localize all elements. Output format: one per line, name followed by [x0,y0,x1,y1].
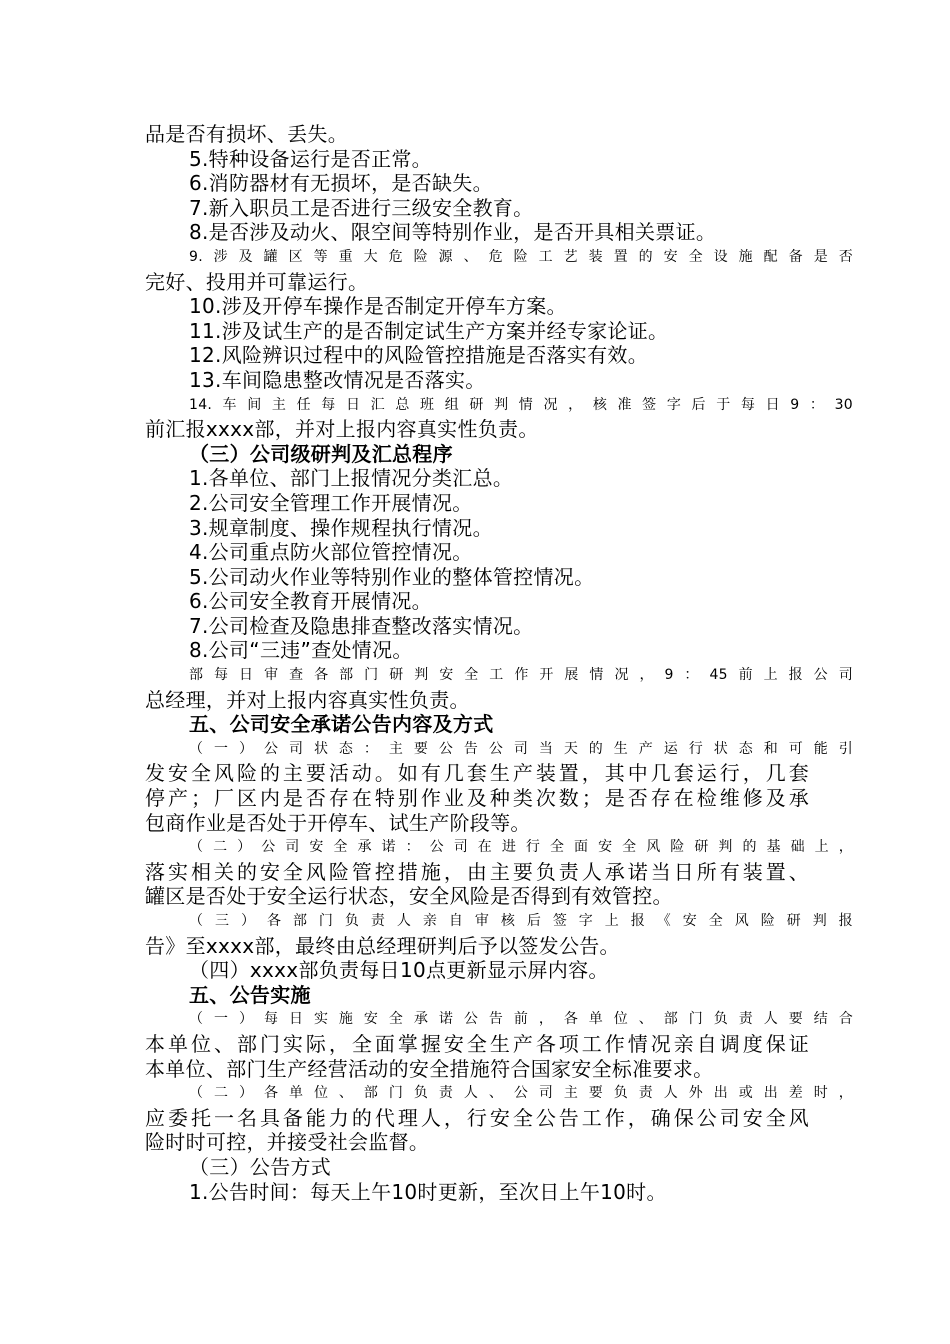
text-line: 8.是否涉及动火、限空间等特别作业，是否开具相关票证。 [189,220,717,245]
text-line: 9.涉及罐区等重大危险源、危险工艺装置的安全设施配备是否 [189,248,853,265]
text-line: 13.车间隐患整改情况是否落实。 [189,367,486,392]
section-heading: （三）公司级研判及汇总程序 [189,441,453,466]
text-line: （一）每日实施安全承诺公告前，各单位、部门负责人要结合 [189,1011,853,1028]
text-line: 8.公司“三违”查处情况。 [189,638,413,663]
text-line: 5.公司动火作业等特别作业的整体管控情况。 [189,564,595,589]
text-line: 本单位、部门实际，全面掌握安全生产各项工作情况亲自调度保证 [145,1031,809,1056]
text-line: 6.公司安全教育开展情况。 [189,589,432,614]
text-line: 告》至xxxx部，最终由总经理研判后予以签发公告。 [145,933,620,958]
text-line: 前汇报xxxx部，并对上报内容真实性负责。 [145,417,539,442]
text-line: 14.车间主任每日汇总班组研判情况，核准签字后于每日9：30 [189,396,853,413]
text-line: （二）公司安全承诺：公司在进行全面安全风险研判的基础上， [189,839,853,856]
text-line: 总经理，并对上报内容真实性负责。 [145,687,470,712]
text-line: 1.公告时间：每天上午10时更新，至次日上午10时。 [189,1179,667,1204]
text-line: 包商作业是否处于开停车、试生产阶段等。 [145,810,531,835]
text-line: 6.消防器材有无损坏，是否缺失。 [189,171,493,196]
text-line: （四）xxxx部负责每日10点更新显示屏内容。 [189,958,609,983]
text-line: 7.新入职员工是否进行三级安全教育。 [189,195,534,220]
text-line: 12.风险辨识过程中的风险管控措施是否落实有效。 [189,343,649,368]
text-line: 险时时可控，并接受社会监督。 [145,1130,430,1155]
section-heading: 五、公司安全承诺公告内容及方式 [189,712,494,737]
document-body [145,122,853,1204]
text-line: 7.公司检查及隐患排查整改落实情况。 [189,613,534,638]
text-line: 发安全风险的主要活动。如有几套生产装置，其中几套运行，几套 [145,761,809,786]
section-heading: 五、公告实施 [189,982,311,1007]
text-line: 罐区是否处于安全运行状态，安全风险是否得到有效管控。 [145,884,673,909]
text-line: 3.规章制度、操作规程执行情况。 [189,515,493,540]
text-line: （二）各单位、部门负责人、公司主要负责人外出或出差时， [189,1085,853,1102]
text-line: 11.涉及试生产的是否制定试生产方案并经专家论证。 [189,318,669,343]
text-line: 停产；厂区内是否存在特别作业及种类次数；是否存在检维修及承 [145,786,809,811]
text-line: 落实相关的安全风险管控措施，由主要负责人承诺当日所有装置、 [145,859,809,884]
text-line: （三）公告方式 [189,1154,332,1179]
text-line: （三）各部门负责人亲自审核后签字上报《安全风险研判报 [189,913,853,929]
text-line: 4.公司重点防火部位管控情况。 [189,540,473,565]
text-line: 1.各单位、部门上报情况分类汇总。 [189,466,514,491]
text-line: 2.公司安全管理工作开展情况。 [189,490,473,515]
text-line: 10.涉及开停车操作是否制定开停车方案。 [189,294,567,319]
text-line: 本单位、部门生产经营活动的安全措施符合国家安全标准要求。 [145,1056,714,1081]
text-line: 5.特种设备运行是否正常。 [189,146,432,171]
text-line: 品是否有损坏、丢失。 [145,122,348,146]
text-line: 应委托一名具备能力的代理人，行安全公告工作，确保公司安全风 [145,1105,809,1130]
text-line: 部每日审查各部门研判安全工作开展情况，9：45前上报公司 [189,667,853,684]
text-line: 完好、投用并可靠运行。 [145,269,369,294]
text-line: （一）公司状态：主要公告公司当天的生产运行状态和可能引 [189,740,853,757]
